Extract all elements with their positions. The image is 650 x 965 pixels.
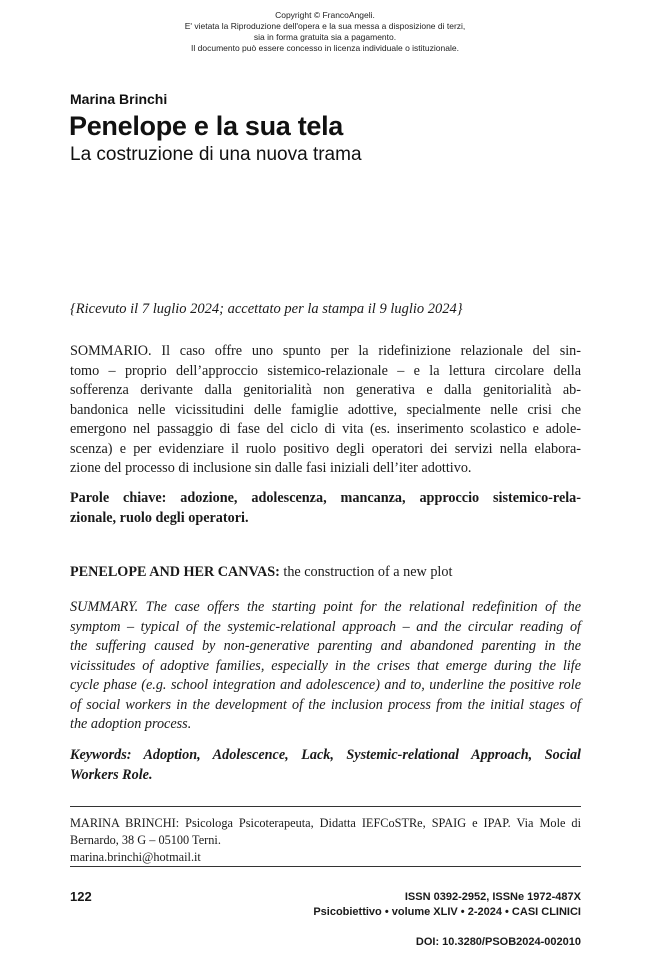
summary-line: SUMMARY. The case offers the starting point for the relational redefinition of the: [70, 599, 581, 615]
abstract-line: bandonica nelle vicissitudini delle famiglie adottive, specialmente nelle crisi che: [70, 401, 581, 418]
sommario-abstract: [70, 342, 581, 479]
abstract-line: sofferenza derivante dalla genitorialità non generativa e dalla genitorialità ab-: [70, 382, 581, 398]
author-name: Marina Brinchi: [70, 91, 168, 107]
keywords-italian: [70, 489, 581, 528]
affiliation-line: Bernardo, 38 G – 05100 Terni.: [70, 833, 221, 847]
page-number: 122: [70, 889, 92, 904]
divider-top: [70, 806, 581, 807]
keywords-line: Parole chiave: adozione, adolescenza, mancanza, approccio sistemico-rela-: [70, 490, 581, 506]
summary-line: vicissitudes of adoptive families, especially in the crises that emerge during the life: [70, 657, 581, 674]
divider-bottom: [70, 866, 581, 867]
summary-line: the suffering caused by non-generative parenting and abandoned parenting in the: [70, 638, 581, 654]
summary-line: of social workers in the development of the inclusion process from the initial stages of: [70, 696, 581, 713]
copyright-line: E' vietata la Riproduzione dell'opera e la sua messa a disposizione di terzi,: [184, 21, 466, 31]
article-title: Penelope e la sua tela: [69, 111, 344, 141]
copyright-line: sia in forma gratuita sia a pagamento.: [253, 32, 397, 42]
journal-line: Psicobiettivo • volume XLIV • 2-2024 • CASI CLINICI: [313, 906, 581, 918]
summary-line: cycle phase (e.g. school integration and adolescence) and to, underline the positive role: [70, 677, 581, 693]
summary-line: symptom – typical of the systemic-relational approach – and the circular reading of: [70, 618, 581, 635]
summary-line: the adoption process.: [70, 716, 192, 732]
keywords-english: [70, 746, 581, 785]
keywords-line: zionale, ruolo degli operatori.: [70, 509, 249, 526]
abstract-line: zione del processo di inclusione sin dalle fasi iniziali dell’iter adottivo.: [70, 460, 472, 476]
issn-line: ISSN 0392-2952, ISSNe 1972-487X: [404, 891, 581, 903]
affiliation-line: MARINA BRINCHI: Psicologa Psicoterapeuta, Didatta IEFCoSTRe, SPAIG e IPAP. Via Mole di: [70, 816, 581, 830]
abstract-line: emergono nel passaggio di fase del ciclo di vita (es. inserimento scolastico e adole-: [70, 421, 581, 437]
article-subtitle: La costruzione di una nuova trama: [70, 144, 362, 165]
abstract-line: scenza) e per evidenziare il ruolo positivo degli operatori dei servizi nella elabora-: [70, 440, 581, 457]
received-date: {Ricevuto il 7 luglio 2024; accettato per la stampa il 9 luglio 2024}: [70, 301, 463, 317]
english-title: [70, 563, 581, 583]
keywords-line: Keywords: Adoption, Adolescence, Lack, Systemic-relational Approach, Social: [70, 747, 581, 763]
summary-abstract: [70, 598, 581, 735]
keywords-line: Workers Role.: [70, 766, 153, 783]
english-title-rest: the construction of a new plot: [279, 564, 453, 580]
copyright-line: Il documento può essere concesso in licenza individuale o istituzionale.: [191, 43, 459, 53]
english-title-bold: PENELOPE AND HER CANVAS:: [70, 564, 280, 580]
copyright-line: Copyright © FrancoAngeli.: [275, 10, 375, 20]
author-email: marina.brinchi@hotmail.it: [70, 850, 201, 864]
doi-line: DOI: 10.3280/PSOB2024-002010: [415, 936, 581, 948]
author-affiliation: [70, 815, 581, 866]
abstract-line: SOMMARIO. Il caso offre uno spunto per la ridefinizione relazionale del sin-: [70, 343, 581, 359]
abstract-line: tomo – proprio dell’approccio sistemico-relazionale – e la lettura circolare della: [70, 362, 581, 379]
copyright-notice: [0, 10, 650, 54]
